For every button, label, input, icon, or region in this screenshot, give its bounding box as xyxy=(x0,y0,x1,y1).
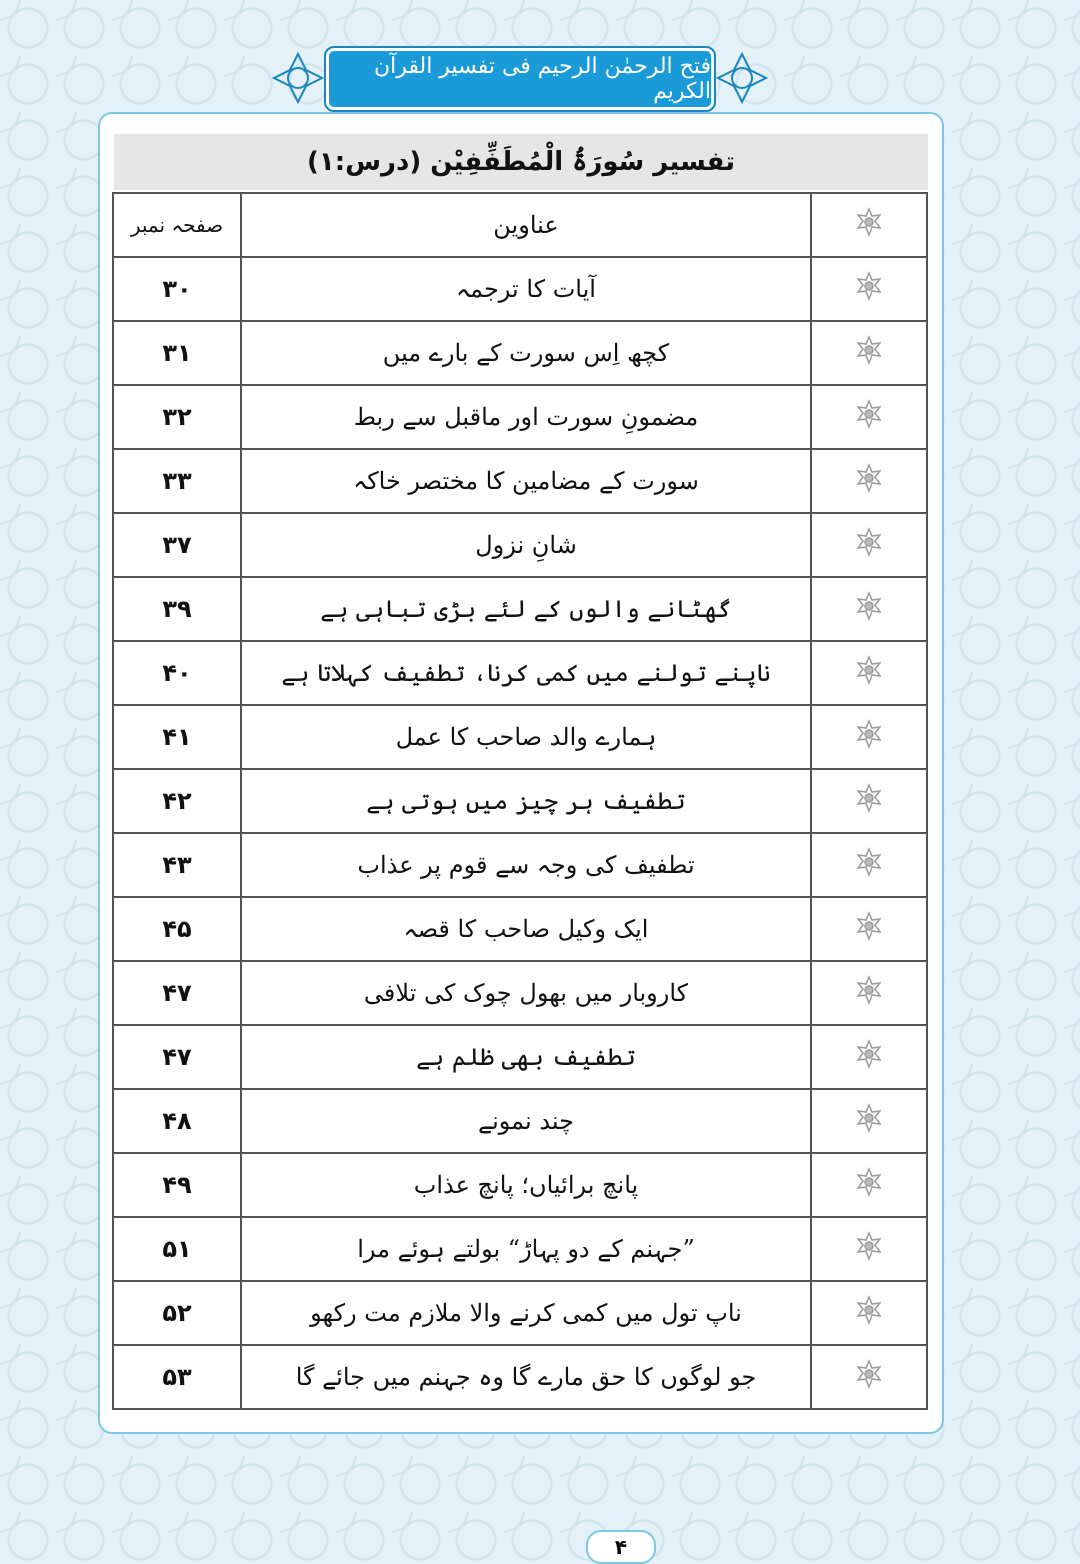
table-row xyxy=(113,513,927,577)
icon-cell xyxy=(811,1153,927,1217)
row-page: ۴۷ xyxy=(113,961,241,1025)
rosette-icon xyxy=(854,1111,884,1139)
table-row xyxy=(113,833,927,897)
icon-cell xyxy=(811,257,927,321)
table-row xyxy=(113,705,927,769)
icon-cell xyxy=(811,385,927,449)
book-title: فتح الرحمٰن الرحیم فی تفسیر القرآن الکریم xyxy=(326,48,714,110)
row-title: چند نمونے xyxy=(241,1089,811,1153)
rosette-icon xyxy=(854,407,884,435)
rosette-icon xyxy=(854,535,884,563)
rosette-icon xyxy=(854,791,884,819)
icon-cell xyxy=(811,321,927,385)
icon-cell xyxy=(811,769,927,833)
row-page: ۴۸ xyxy=(113,1089,241,1153)
icon-cell xyxy=(811,193,927,257)
row-page: ۵۳ xyxy=(113,1345,241,1409)
row-title: ایک وکیل صاحب کا قصہ xyxy=(241,897,811,961)
row-page: ۴۳ xyxy=(113,833,241,897)
rosette-icon xyxy=(854,919,884,947)
row-page: ۳۷ xyxy=(113,513,241,577)
icon-cell xyxy=(811,705,927,769)
table-header-row xyxy=(113,193,927,257)
row-page: ۴۹ xyxy=(113,1153,241,1217)
icon-cell xyxy=(811,897,927,961)
row-title: تطفیف ہر چیز میں ہوتی ہے xyxy=(241,769,811,833)
row-page: ۴۷ xyxy=(113,1025,241,1089)
table-row xyxy=(113,961,927,1025)
icon-cell xyxy=(811,1217,927,1281)
row-page: ۳۱ xyxy=(113,321,241,385)
table-row xyxy=(113,1025,927,1089)
table-row xyxy=(113,321,927,385)
table-row xyxy=(113,1089,927,1153)
rosette-icon xyxy=(854,1367,884,1395)
contents-table xyxy=(112,192,928,1410)
row-page: ۳۰ xyxy=(113,257,241,321)
rosette-icon xyxy=(854,215,884,243)
icon-cell xyxy=(811,1281,927,1345)
row-title: پانچ برائیاں؛ پانچ عذاب xyxy=(241,1153,811,1217)
rosette-icon xyxy=(854,279,884,307)
rosette-icon xyxy=(854,471,884,499)
table-row xyxy=(113,1153,927,1217)
row-page: ۳۳ xyxy=(113,449,241,513)
icon-cell xyxy=(811,1025,927,1089)
icon-cell xyxy=(811,449,927,513)
header-title: عناوین xyxy=(241,193,811,257)
table-row xyxy=(113,577,927,641)
row-page: ۴۵ xyxy=(113,897,241,961)
table-row xyxy=(113,257,927,321)
rosette-icon xyxy=(854,1303,884,1331)
rosette-icon xyxy=(854,1175,884,1203)
icon-cell xyxy=(811,961,927,1025)
table-row xyxy=(113,897,927,961)
row-title: ہمارے والد صاحب کا عمل xyxy=(241,705,811,769)
table-row xyxy=(113,1281,927,1345)
rosette-icon xyxy=(854,983,884,1011)
contents-panel xyxy=(98,112,944,1559)
row-page: ۵۱ xyxy=(113,1217,241,1281)
row-page: ۳۹ xyxy=(113,577,241,641)
row-title: ناپ تول میں کمی کرنے والا ملازم مت رکھو xyxy=(241,1281,811,1345)
row-page: ۳۲ xyxy=(113,385,241,449)
icon-cell xyxy=(811,513,927,577)
ornament-icon xyxy=(270,50,326,106)
ornament-icon xyxy=(714,50,770,106)
row-title: گھٹانے والوں کے لئے بڑی تباہی ہے xyxy=(241,577,811,641)
section-title: تفسیر سُورَۃُ الْمُطَفِّفِیْن (درس:۱) xyxy=(114,134,928,190)
icon-cell xyxy=(811,641,927,705)
row-title: مضمونِ سورت اور ماقبل سے ربط xyxy=(241,385,811,449)
table-row xyxy=(113,641,927,705)
rosette-icon xyxy=(854,663,884,691)
row-title: کاروبار میں بھول چوک کی تلافی xyxy=(241,961,811,1025)
row-page: ۵۲ xyxy=(113,1281,241,1345)
row-title: ناپنے تولنے میں کمی کرنا، تطفیف کہلاتا ہے xyxy=(241,641,811,705)
table-row xyxy=(113,385,927,449)
row-title: تطفیف بھی ظلم ہے xyxy=(241,1025,811,1089)
rosette-icon xyxy=(854,1239,884,1267)
rosette-icon xyxy=(854,599,884,627)
row-title: ”جہنم کے دو پہاڑ“ بولتے ہوئے مرا xyxy=(241,1217,811,1281)
row-title: تطفیف کی وجہ سے قوم پر عذاب xyxy=(241,833,811,897)
rosette-icon xyxy=(854,727,884,755)
header-page: صفحہ نمبر xyxy=(113,193,241,257)
row-title: کچھ اِس سورت کے بارے میں xyxy=(241,321,811,385)
row-title: جو لوگوں کا حق مارے گا وہ جہنم میں جائے گا xyxy=(241,1345,811,1409)
row-page: ۴۰ xyxy=(113,641,241,705)
row-page: ۴۱ xyxy=(113,705,241,769)
row-page: ۴۲ xyxy=(113,769,241,833)
table-row xyxy=(113,769,927,833)
row-title: شانِ نزول xyxy=(241,513,811,577)
page-number: ۴ xyxy=(586,1530,656,1564)
icon-cell xyxy=(811,577,927,641)
icon-cell xyxy=(811,1345,927,1409)
table-row xyxy=(113,1345,927,1409)
banner xyxy=(270,44,770,110)
icon-cell xyxy=(811,833,927,897)
table-row xyxy=(113,1217,927,1281)
rosette-icon xyxy=(854,1047,884,1075)
table-row xyxy=(113,449,927,513)
rosette-icon xyxy=(854,855,884,883)
rosette-icon xyxy=(854,343,884,371)
row-title: سورت کے مضامین کا مختصر خاکہ xyxy=(241,449,811,513)
icon-cell xyxy=(811,1089,927,1153)
row-title: آیات کا ترجمہ xyxy=(241,257,811,321)
